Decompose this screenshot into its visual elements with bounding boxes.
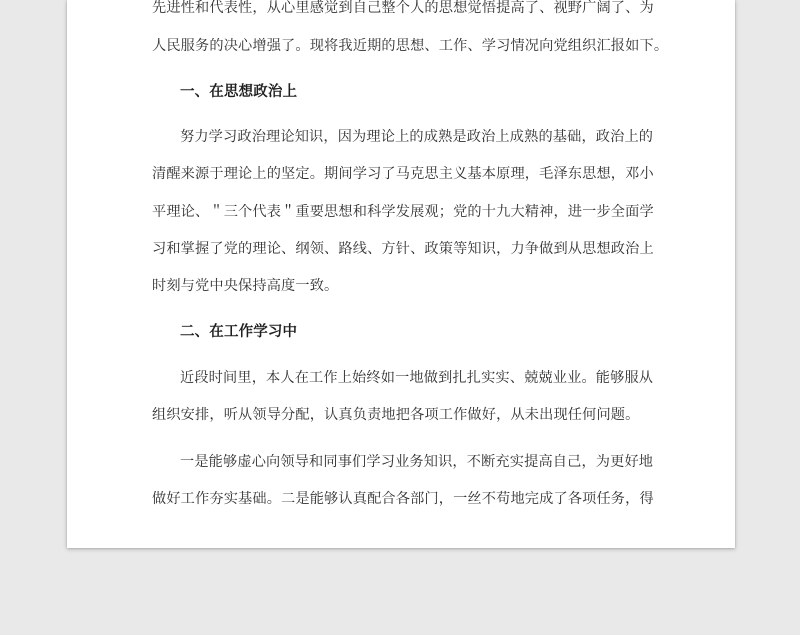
paragraph-line: 习和掌握了党的理论、纲领、路线、方针、政策等知识，力争做到从思想政治上 bbox=[152, 241, 654, 257]
paragraph-line: 组织安排，听从领导分配，认真负责地把各项工作做好，从未出现任何问题。 bbox=[152, 407, 640, 423]
paragraph-line: 近段时间里，本人在工作上始终如一地做到扎扎实实、兢兢业业。能够服从 bbox=[180, 370, 654, 386]
paragraph-line: 先进性和代表性，从心里感觉到自己整个人的思想觉悟提高了、视野广阔了、为 bbox=[152, 0, 654, 16]
paragraph-line: 做好工作夯实基础。二是能够认真配合各部门，一丝不苟地完成了各项任务，得 bbox=[152, 491, 654, 507]
paragraph-line: 平理论、＂三个代表＂重要思想和科学发展观；党的十九大精神，进一步全面学 bbox=[152, 204, 654, 220]
paragraph-line: 努力学习政治理论知识，因为理论上的成熟是政治上成熟的基础，政治上的 bbox=[180, 129, 654, 145]
paragraph-line: 一是能够虚心向领导和同事们学习业务知识，不断充实提高自己，为更好地 bbox=[180, 454, 654, 470]
paragraph-line: 人民服务的决心增强了。现将我近期的思想、工作、学习情况向党组织汇报如下。 bbox=[152, 38, 669, 54]
section-heading-1: 一、在思想政治上 bbox=[180, 84, 298, 100]
paragraph-line: 时刻与党中央保持高度一致。 bbox=[152, 278, 339, 294]
section-heading-2: 二、在工作学习中 bbox=[180, 324, 298, 340]
paragraph-line: 清醒来源于理论上的坚定。期间学习了马克思主义基本原理，毛泽东思想，邓小 bbox=[152, 166, 654, 182]
document-page bbox=[67, 0, 735, 548]
